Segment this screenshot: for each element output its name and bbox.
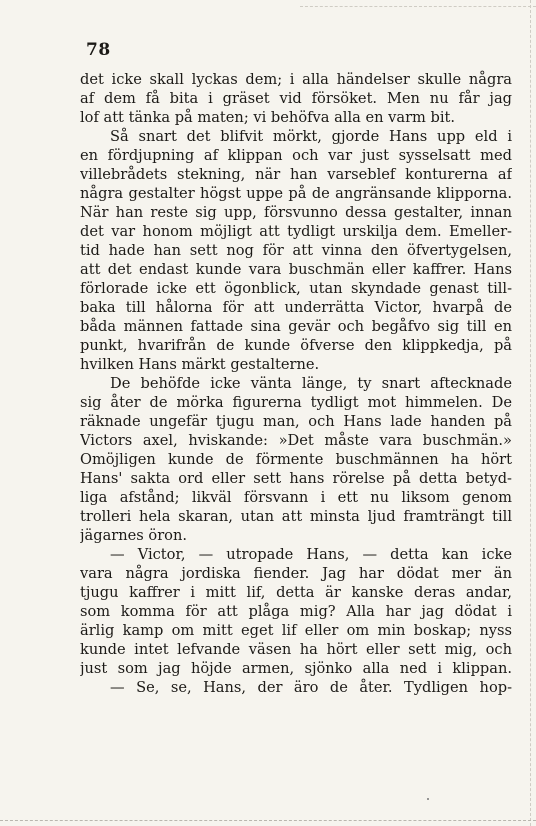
text-line: hvilken Hans märkt gestalterne.	[80, 356, 320, 373]
text-line: — Victor, — utropade Hans, — detta kan icke	[110, 546, 512, 563]
page-edge-right	[530, 0, 531, 826]
body-text	[80, 70, 512, 697]
text-line: förlorade icke ett ögonblick, utan skyndade genast till-	[80, 280, 512, 297]
text-line: ärlig kamp om mitt eget lif eller om min boskap; nyss	[80, 622, 512, 639]
text-line: tjugu kaffrer i mitt lif, detta är kanske deras andar,	[80, 584, 512, 601]
text-line: Så snart det blifvit mörkt, gjorde Hans upp eld i	[110, 128, 512, 145]
text-line: att det endast kunde vara buschmän eller kaffrer. Hans	[80, 261, 512, 278]
text-line: punkt, hvarifrån de kunde öfverse den klippkedja, på	[80, 337, 512, 354]
text-line: villebrådets stekning, när han varseblef konturerna af	[80, 166, 512, 183]
text-line: kunde intet lefvande väsen ha hört eller sett mig, och	[80, 641, 512, 658]
ink-speck	[427, 798, 429, 800]
text-line: tid hade han sett nog för att vinna den öfvertygelsen,	[80, 242, 512, 259]
text-line: vara några jordiska fiender. Jag har dödat mer än	[80, 565, 512, 582]
text-line: sig åter de mörka figurerna tydligt mot himmelen. De	[80, 394, 512, 411]
text-line: lof att tänka på maten; vi behöfva alla en varm bit.	[80, 109, 456, 126]
text-line: trolleri hela skaran, utan att minsta ljud framträngt till	[80, 508, 512, 525]
page-edge-top	[300, 6, 536, 7]
page-number: 78	[86, 40, 111, 60]
text-line: liga afstånd; likväl försvann i ett nu liksom genom	[80, 489, 512, 506]
text-line: De behöfde icke vänta länge, ty snart aftecknade	[110, 375, 512, 392]
text-line: några gestalter högst uppe på de angränsande klipporna.	[80, 185, 512, 202]
text-line: baka till hålorna för att underrätta Victor, hvarpå de	[80, 299, 512, 316]
page-edge-bottom	[0, 820, 536, 821]
text-line: af dem få bita i gräset vid försöket. Men nu får jag	[80, 90, 512, 107]
text-line: räknade ungefär tjugu man, och Hans lade handen på	[80, 413, 512, 430]
text-line: just som jag höjde armen, sjönko alla ned i klippan.	[80, 660, 512, 677]
text-line: det icke skall lyckas dem; i alla händelser skulle några	[80, 71, 512, 88]
text-line: Victors axel, hviskande: »Det måste vara buschmän.»	[80, 432, 512, 449]
text-line: Hans' sakta ord eller sett hans rörelse på detta betyd-	[80, 470, 512, 487]
text-line: det var honom möjligt att tydligt urskilja dem. Emeller-	[80, 223, 512, 240]
text-line: som komma för att plåga mig? Alla har jag dödat i	[80, 603, 512, 620]
text-line: När han reste sig upp, försvunno dessa gestalter, innan	[80, 204, 512, 221]
text-line: Omöjligen kunde de förmente buschmännen ha hört	[80, 451, 512, 468]
text-line: en fördjupning af klippan och var just sysselsatt med	[80, 147, 512, 164]
text-line: — Se, se, Hans, der äro de åter. Tydligen hop-	[110, 679, 512, 696]
text-line: jägarnes öron.	[80, 527, 187, 544]
text-line: båda männen fattade sina gevär och begåfvo sig till en	[80, 318, 512, 335]
